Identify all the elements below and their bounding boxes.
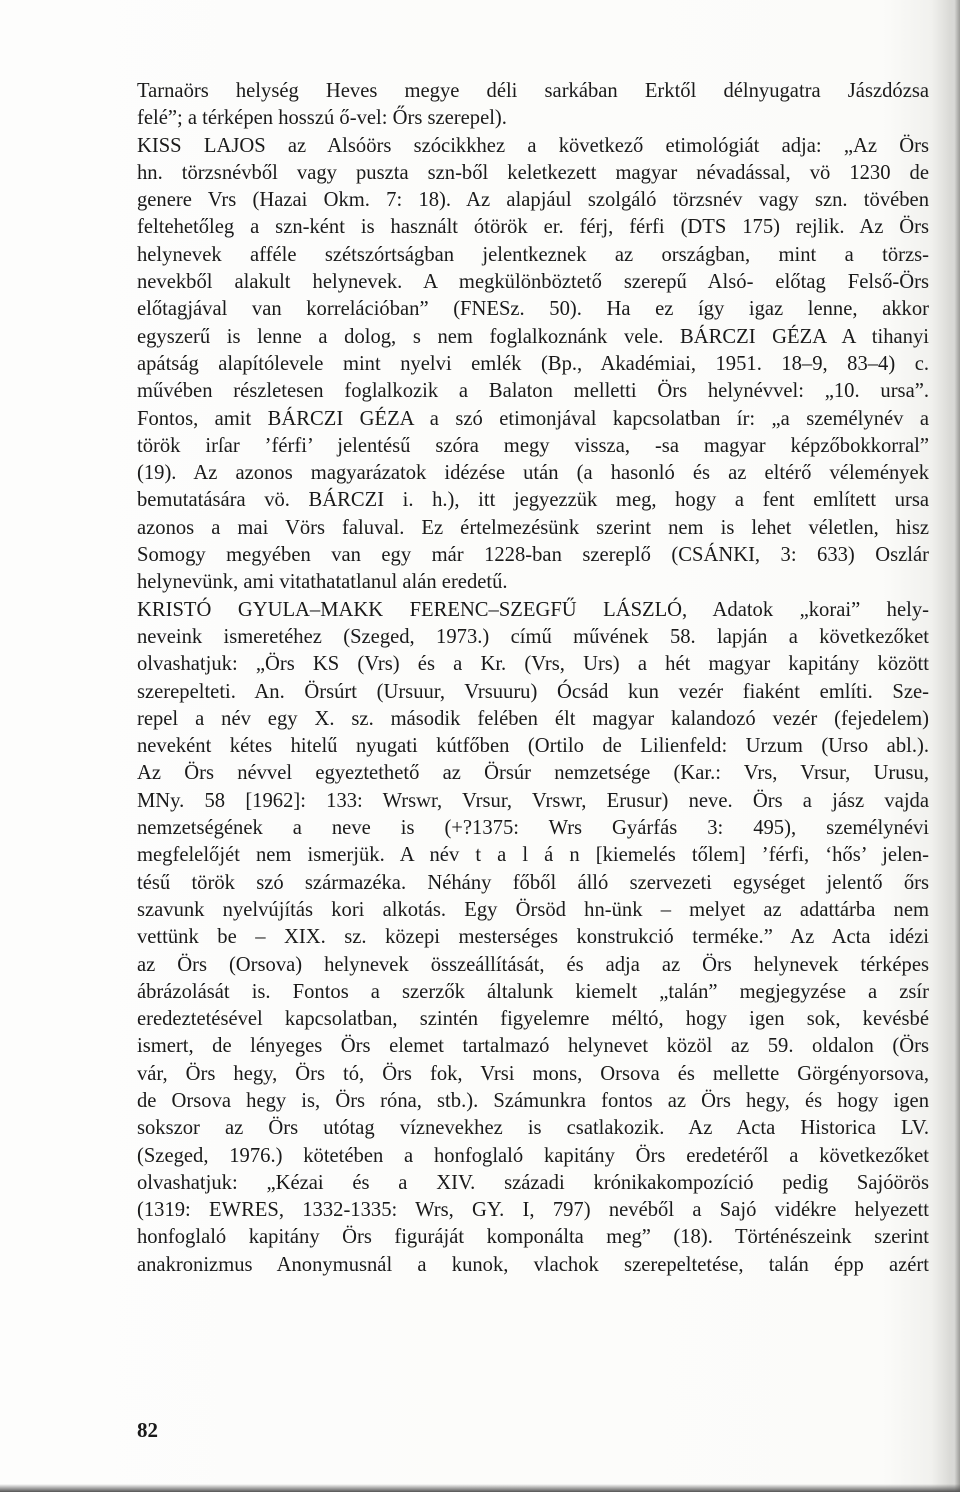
text-line: szerepelteti. An. Örsúrt (Ursuur, Vrsuuru) Ócsád kun vezér fiaként említi. Sze- [137,680,929,703]
text-line: olvashatjuk: „Kézai és a XIV. századi krónikakompozíció pedig Sajóörös [137,1171,929,1194]
text-line: (19). Az azonos magyarázatok idézése után (a hasonló és az eltérő vélemények [137,462,929,485]
body-text [137,78,929,1279]
text-line: helynevünk, ami vitathatatlanul alán eredetű. [137,571,508,594]
text-line: honfoglaló kapitány Örs figuráját komponálta meg” (18). Történészeink szerint [137,1226,929,1249]
text-line: helynevek afféle szétszórtságban jelentkeznek az országban, mint a törzs- [137,243,929,266]
text-line: de Orsova hegy is, Örs róna, stb.). Számunkra fontos az Örs hegy, és hogy igen [137,1089,929,1112]
text-line: apátság alapítólevele mint nyelvi emlék (Bp., Akadémiai, 1951. 18–9, 83–4) c. [137,352,929,375]
text-line: MNy. 58 [1962]: 133: Wrswr, Vrsur, Vrswr, Erusur) neve. Örs a jász vajda [137,789,929,812]
text-line: neveink ismeretéhez (Szeged, 1973.) című művének 58. lapján a következőket [137,625,929,648]
text-line: felé”; a térképen hosszú ő-vel: Őrs szerepel). [137,107,507,130]
text-line: KISS LAJOS az Alsóörs szócikkhez a következő etimológiát adja: „Az Örs [137,134,929,157]
text-line: megfelelőjét nem ismerjük. A név t a l á n [kiemelés tőlem] ’férfi, ‘hős’ jelen- [137,844,929,867]
text-line: sokszor az Örs utótag víznevekhez is csatlakozik. Az Acta Historica LV. [137,1117,929,1140]
text-line: Somogy megyében van egy már 1228-ban szereplő (CSÁNKI, 3: 633) Oszlár [137,544,929,567]
text-line: feltehetőleg a szn-ként is használt ótörök er. férj, férfi (DTS 175) rejlik. Az Örs [137,216,929,239]
text-line: török irſar ’férfi’ jelentésű szóra megy vissza, -sa magyar képzőbokkorral” [137,434,929,457]
text-line: Az Örs névvel egyeztethető az Örsúr nemzetsége (Kar.: Vrs, Vrsur, Urusu, [137,762,929,785]
text-line: ábrázolását is. Fontos a szerzők általunk kiemelt „talán” megjegyzése a zsír [137,980,929,1003]
text-line: Fontos, amit BÁRCZI GÉZA a szó etimonjával kapcsolatban ír: „a személynév a [137,407,929,430]
text-line: szavunk nyelvújítás kori alkotás. Egy Örsöd hn-ünk – melyet az adattárba nem [137,898,929,921]
text-line: hn. törzsnévből vagy puszta szn-ből keletkezett magyar névadással, vö 1230 de [137,161,929,184]
page-number: 82 [137,1418,158,1442]
text-line: tésű török szó származéka. Néhány főből álló szervezeti egységet jelentő őrs [137,871,929,894]
text-line: genere Vrs (Hazai Okm. 7: 18). Az alapjául szolgáló törzsnév vagy szn. tövében [137,189,929,212]
text-line: Tarnaörs helység Heves megye déli sarkában Erktől délnyugatra Jászdózsa [137,80,929,102]
text-line: vár, Örs hegy, Örs tó, Örs fok, Vrsi mons, Orsova és mellette Görgényorsova, [137,1062,929,1085]
text-line: KRISTÓ GYULA–MAKK FERENC–SZEGFŰ LÁSZLÓ, Adatok „korai” hely- [137,598,929,621]
text-line: eredeztetésével kapcsolatban, szintén figyelemre méltó, hogy igen sok, kevésbé [137,1008,929,1031]
text-line: egyszerű is lenne a dolog, s nem foglalkoznánk vele. BÁRCZI GÉZA A tihanyi [137,325,929,348]
text-line: művében részletesen foglalkozik a Balaton melletti Örs helynévvel: „10. ursa”. [137,380,929,403]
text-line: azonos a mai Vörs faluval. Ez értelmezésünk szerint nem is lehet véletlen, hisz [137,516,929,539]
text-line: előtagjával van korrelációban” (FNESz. 50). Ha ez így igaz lenne, akkor [137,298,929,321]
text-line: az Örs (Orsova) helynevek összeállítását, és adja az Örs helynevek térképes [137,953,929,976]
text-line: vettünk be – XIX. sz. közepi mesterséges konstrukció terméke.” Az Acta idézi [137,926,929,949]
text-line: olvashatjuk: „Örs KS (Vrs) és a Kr. (Vrs, Urs) a hét magyar kapitány között [137,653,929,676]
text-line: (1319: EWRES, 1332-1335: Wrs, GY. I, 797) nevéből a Sajó vidékre helyezett [137,1199,929,1222]
text-line: nemzetségének a neve is (+?1375: Wrs Gyárfás 3: 495), személynévi [137,817,929,840]
text-line: (Szeged, 1976.) kötetében a honfoglaló kapitány Örs eredetéről a következőket [137,1144,929,1167]
scan-edge-shadow [946,0,960,1492]
text-line: nevekből alakult helynevek. A megkülönböztető szerepű Alsó- előtag Felső-Örs [137,271,929,294]
text-line: anakronizmus Anonymusnál a kunok, vlachok szerepeltetése, talán épp azért [137,1253,929,1276]
text-line: neveként kétes hitelű nyugati kútfőben (Ortilo de Lilienfeld: Urzum (Urso abl.). [137,735,929,758]
text-line: ismert, de lényeges Örs elemet tartalmazó helynevet közöl az 59. oldalon (Örs [137,1035,929,1058]
text-line: repel a név egy X. sz. második felében élt magyar kalandozó vezér (fejedelem) [137,707,929,730]
text-line: bemutatására vö. BÁRCZI i. h.), itt jegyezzük meg, hogy a fent említett ursa [137,489,929,512]
scan-bottom-edge [0,1484,960,1492]
